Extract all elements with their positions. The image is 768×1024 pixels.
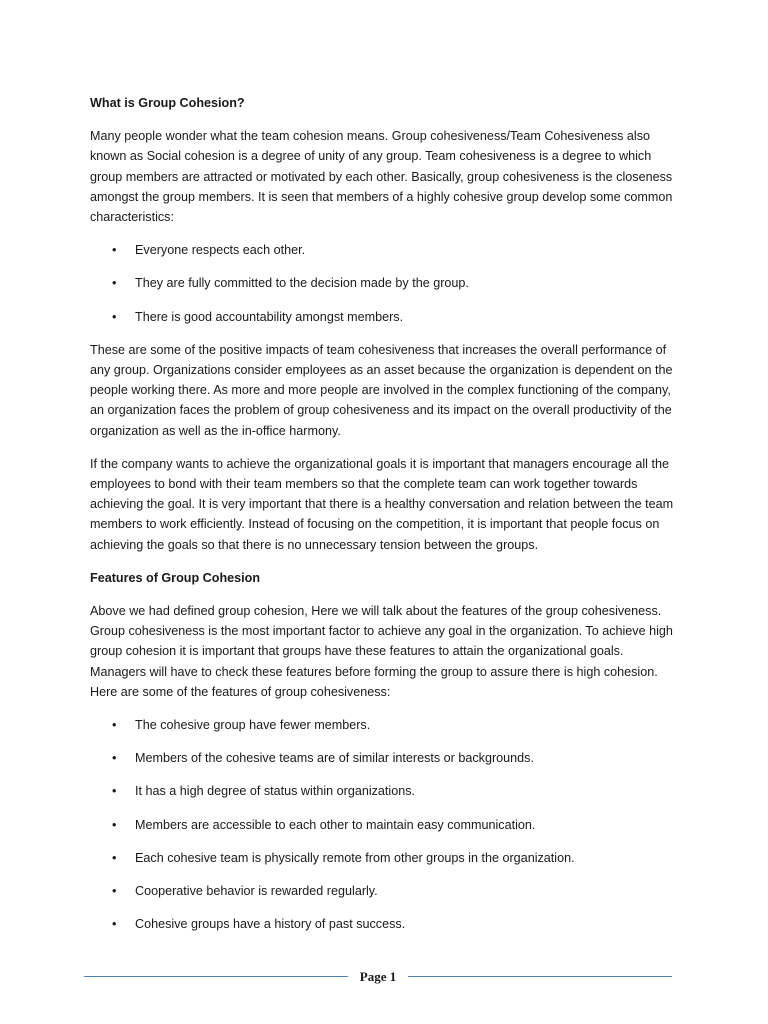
bullet-icon: • bbox=[112, 243, 117, 258]
list-item bbox=[90, 781, 682, 801]
page-footer bbox=[84, 967, 672, 987]
heading-what-is-group-cohesion: What is Group Cohesion? bbox=[90, 96, 245, 110]
list-item-text: Everyone respects each other. bbox=[135, 243, 306, 258]
bullet-icon: • bbox=[112, 917, 117, 932]
list-item bbox=[90, 848, 682, 868]
bullet-icon: • bbox=[112, 751, 117, 766]
list-item-text: It has a high degree of status within organizations. bbox=[135, 784, 416, 799]
list-item-text: Members are accessible to each other to maintain easy communication. bbox=[135, 817, 536, 832]
bullet-icon: • bbox=[112, 718, 117, 733]
list-item bbox=[90, 914, 682, 934]
list-item bbox=[90, 748, 682, 768]
heading-features-of-group-cohesion: Features of Group Cohesion bbox=[90, 570, 261, 585]
list-item-text: The cohesive group have fewer members. bbox=[135, 718, 371, 733]
list-item-text: There is good accountability amongst members. bbox=[135, 309, 404, 324]
bullet-icon: • bbox=[112, 309, 117, 324]
paragraph-organizational-goals: If the company wants to achieve the organizational goals it is important that managers encourage all the employees to bond with their team members so that the complete team can work together towards achieving the goal. It is very important that there is a healthy conversation and relation between the team members to work efficiently. Instead of focusing on the competition, it is important that people focus on achieving the goals so that there is no unnecessary tension between the groups. bbox=[90, 456, 674, 552]
list-item-text: Members of the cohesive teams are of similar interests or backgrounds. bbox=[135, 751, 534, 766]
footer-rule-right bbox=[408, 976, 672, 977]
list-item bbox=[90, 240, 682, 260]
characteristics-list bbox=[90, 240, 682, 327]
bullet-icon: • bbox=[112, 884, 117, 899]
paragraph-positive-impacts: These are some of the positive impacts of team cohesiveness that increases the overall performance of any group. Organizations consider employees as an asset because the organization is dependent on the people working there. As more and more people are involved in the complex functioning of the company, an organization faces the problem of group cohesiveness and its impact on the overall productivity of the organization as well as the in-office harmony. bbox=[90, 342, 673, 438]
paragraph-intro: Many people wonder what the team cohesion means. Group cohesiveness/Team Cohesiveness also known as Social cohesion is a degree of unity of any group. Team cohesiveness is a degree to which group members are attracted or motivated by each other. Basically, group cohesiveness is the closeness amongst the group members. It is seen that members of a highly cohesive group develop some common characteristics: bbox=[90, 129, 673, 225]
list-item-text: Cohesive groups have a history of past success. bbox=[135, 917, 406, 932]
list-item bbox=[90, 307, 682, 327]
list-item-text: Cooperative behavior is rewarded regularly. bbox=[135, 884, 378, 899]
list-item bbox=[90, 815, 682, 835]
page-number: Page 1 bbox=[359, 969, 397, 984]
footer-rule-left bbox=[84, 976, 348, 977]
bullet-icon: • bbox=[112, 276, 117, 291]
bullet-icon: • bbox=[112, 817, 117, 832]
list-item bbox=[90, 715, 682, 735]
document-body bbox=[90, 93, 682, 948]
bullet-icon: • bbox=[112, 850, 117, 865]
paragraph-features-intro: Above we had defined group cohesion, Here we will talk about the features of the group cohesiveness. Group cohesiveness is the most important factor to achieve any goal in the organization. To achieve high group cohesion it is important that groups have these features to attain the organizational goals. Managers will have to check these features before forming the group to assure there is high cohesion. Here are some of the features of group cohesiveness: bbox=[90, 604, 673, 699]
bullet-icon: • bbox=[112, 784, 117, 799]
list-item bbox=[90, 273, 682, 293]
list-item bbox=[90, 881, 682, 901]
list-item-text: Each cohesive team is physically remote from other groups in the organization. bbox=[135, 850, 575, 865]
features-list bbox=[90, 715, 682, 934]
list-item-text: They are fully committed to the decision made by the group. bbox=[135, 276, 469, 291]
